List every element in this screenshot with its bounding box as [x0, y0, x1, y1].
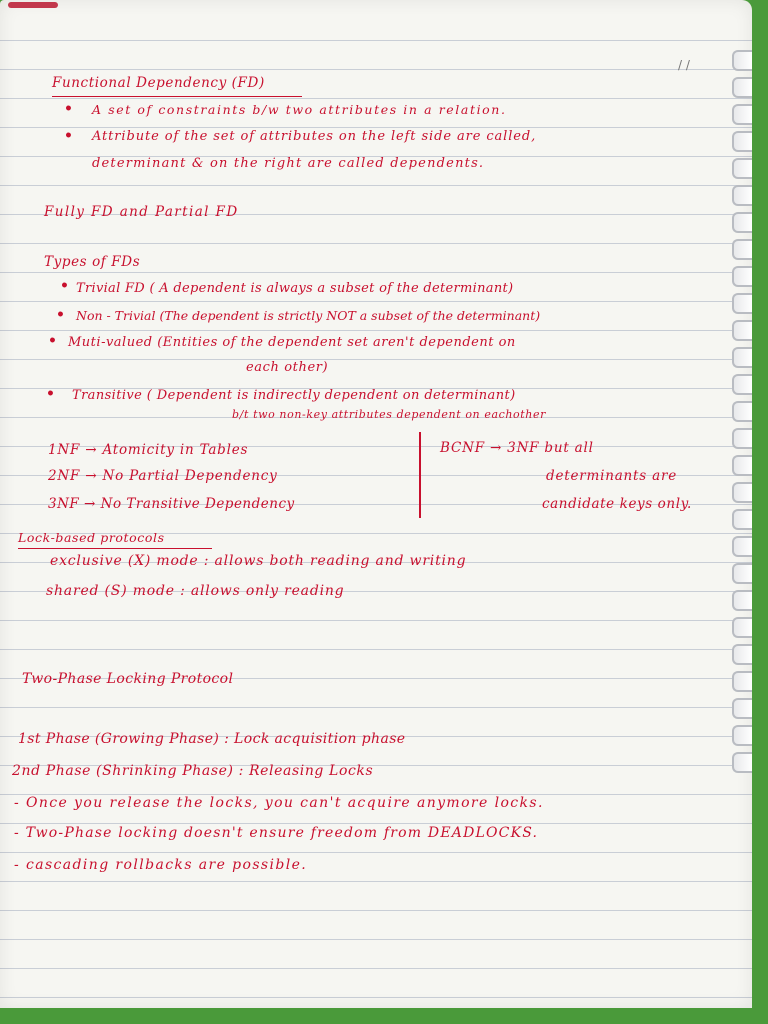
transitive-fd-line-2: b/t two non-key attributes dependent on eachother [232, 408, 546, 421]
bullet: • [64, 128, 73, 144]
lock-heading-underline [18, 548, 212, 549]
bullet: • [46, 386, 55, 402]
page-number: / / [678, 58, 690, 72]
note-2: - Two-Phase locking doesn't ensure freedom from DEADLOCKS. [14, 825, 539, 841]
fd-heading-underline [52, 96, 302, 97]
bcnf-line-2: determinants are [546, 468, 677, 484]
bullet: • [60, 278, 69, 294]
non-trivial-fd: Non - Trivial (The dependent is strictly NOT a subset of the determinant) [76, 308, 541, 323]
phase-1: 1st Phase (Growing Phase) : Lock acquisition phase [18, 731, 406, 747]
fd-bullet-1: A set of constraints b/w two attributes in a relation. [92, 102, 507, 117]
spiral-binding [732, 50, 752, 670]
transitive-fd-line-1: Transitive ( Dependent is indirectly dependent on determinant) [72, 388, 516, 403]
shared-mode: shared (S) mode : allows only reading [46, 583, 345, 599]
fd-heading: Functional Dependency (FD) [52, 75, 265, 91]
types-heading: Types of FDs [44, 254, 141, 270]
column-divider [419, 432, 421, 518]
bullet: • [64, 101, 73, 117]
nf3-note: 3NF → No Transitive Dependency [48, 496, 295, 512]
exclusive-mode: exclusive (X) mode : allows both reading and writing [50, 553, 467, 569]
multivalued-fd-line-1: Muti-valued (Entities of the dependent set aren't dependent on [68, 335, 516, 350]
bcnf-line-3: candidate keys only. [542, 496, 692, 512]
two-phase-heading: Two-Phase Locking Protocol [22, 671, 234, 687]
bullet: • [56, 307, 65, 323]
multivalued-fd-line-2: each other) [246, 360, 329, 375]
fully-partial-heading: Fully FD and Partial FD [44, 204, 239, 220]
trivial-fd: Trivial FD ( A dependent is always a subset of the determinant) [76, 281, 514, 296]
note-1: - Once you release the locks, you can't acquire anymore locks. [14, 795, 544, 811]
fd-bullet-2-line-1: Attribute of the set of attributes on the left side are called, [92, 129, 537, 144]
red-mark [8, 2, 58, 8]
phase-2: 2nd Phase (Shrinking Phase) : Releasing Locks [12, 763, 374, 779]
nf2-note: 2NF → No Partial Dependency [48, 468, 278, 484]
lock-heading: Lock-based protocols [18, 530, 165, 545]
bcnf-line-1: BCNF → 3NF but all [440, 440, 594, 456]
nf1-note: 1NF → Atomicity in Tables [48, 442, 249, 458]
note-3: - cascading rollbacks are possible. [14, 857, 308, 873]
fd-bullet-2-line-2: determinant & on the right are called dependents. [92, 156, 485, 171]
bullet: • [48, 333, 57, 349]
